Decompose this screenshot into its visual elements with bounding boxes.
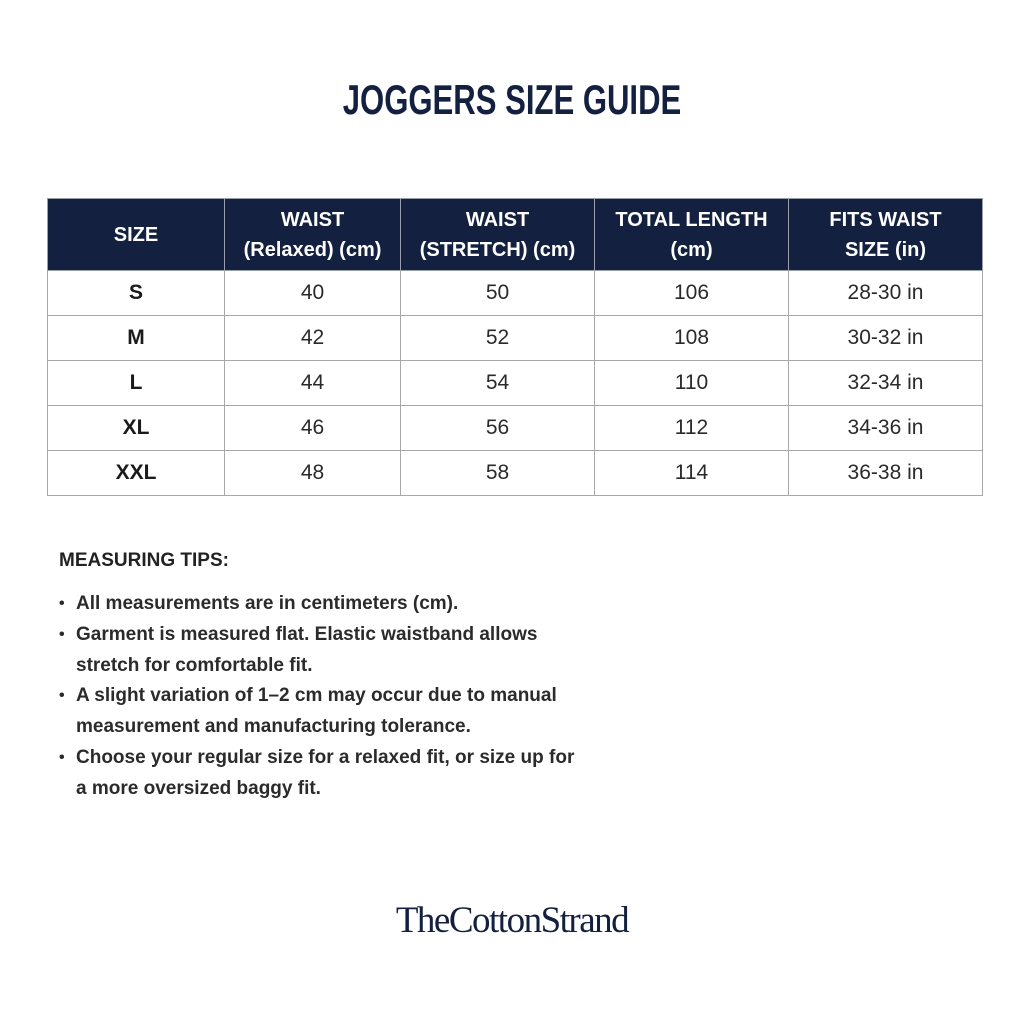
total-length-cell: 112: [595, 406, 789, 451]
bullet-icon: •: [59, 595, 65, 612]
header-label: WAIST: [465, 208, 530, 231]
bullet-icon: •: [59, 687, 65, 705]
waist-relaxed-cell: 48: [225, 451, 401, 496]
tips-heading: MEASURING TIPS:: [59, 550, 229, 571]
waist-stretch-cell: 56: [401, 406, 595, 451]
total-length-cell: 106: [595, 271, 789, 316]
size-cell: XL: [48, 406, 225, 451]
table-row: [48, 316, 983, 361]
header-label: SIZE (in): [844, 238, 927, 261]
size-cell: M: [48, 316, 225, 361]
tip-text: A slight variation of 1–2 cm may occur due to manual measurement and manufacturing tolerance.: [76, 685, 557, 738]
tip-item: [59, 620, 579, 682]
bullet-icon: •: [59, 748, 65, 766]
table-row: [48, 406, 983, 451]
tip-item: [59, 681, 579, 743]
total-length-cell: 114: [595, 451, 789, 496]
header-label: TOTAL LENGTH: [615, 208, 768, 231]
fits-waist-cell: 36-38 in: [789, 451, 983, 496]
total-length-cell: 108: [595, 316, 789, 361]
fits-waist-cell: 34-36 in: [789, 406, 983, 451]
header-waist-stretch: [401, 199, 595, 271]
waist-stretch-cell: 50: [401, 271, 595, 316]
header-label: (Relaxed) (cm): [243, 238, 382, 261]
tip-item: [59, 743, 579, 805]
header-label: WAIST: [280, 208, 345, 231]
bullet-icon: •: [59, 625, 65, 643]
size-cell: XXL: [48, 451, 225, 496]
table-row: [48, 361, 983, 406]
waist-stretch-cell: 54: [401, 361, 595, 406]
waist-relaxed-cell: 42: [225, 316, 401, 361]
header-size: [48, 199, 225, 271]
tip-item: [59, 589, 579, 620]
fits-waist-cell: 32-34 in: [789, 361, 983, 406]
size-table: [47, 198, 983, 496]
size-cell: S: [48, 271, 225, 316]
fits-waist-cell: 28-30 in: [789, 271, 983, 316]
total-length-cell: 110: [595, 361, 789, 406]
brand-logo: TheCottonStrand: [395, 900, 629, 941]
tip-text: All measurements are in centimeters (cm).: [76, 593, 459, 614]
header-label: FITS WAIST: [829, 208, 942, 231]
waist-relaxed-cell: 44: [225, 361, 401, 406]
table-row: [48, 271, 983, 316]
waist-stretch-cell: 52: [401, 316, 595, 361]
waist-relaxed-cell: 40: [225, 271, 401, 316]
header-label: SIZE: [113, 223, 159, 246]
header-label: (STRETCH) (cm): [419, 238, 576, 261]
table-header-row: [48, 199, 983, 271]
fits-waist-cell: 30-32 in: [789, 316, 983, 361]
header-fits-waist: [789, 199, 983, 271]
table-row: [48, 451, 983, 496]
size-cell: L: [48, 361, 225, 406]
waist-stretch-cell: 58: [401, 451, 595, 496]
page-title: JOGGERS SIZE GUIDE: [342, 76, 682, 123]
header-total-length: [595, 199, 789, 271]
header-label: (cm): [670, 238, 713, 261]
tips-list: [59, 589, 579, 805]
tip-text: Garment is measured flat. Elastic waistband allows stretch for comfortable fit.: [76, 623, 538, 676]
tip-text: Choose your regular size for a relaxed fit, or size up for a more oversized baggy fit.: [76, 746, 575, 799]
waist-relaxed-cell: 46: [225, 406, 401, 451]
header-waist-relaxed: [225, 199, 401, 271]
